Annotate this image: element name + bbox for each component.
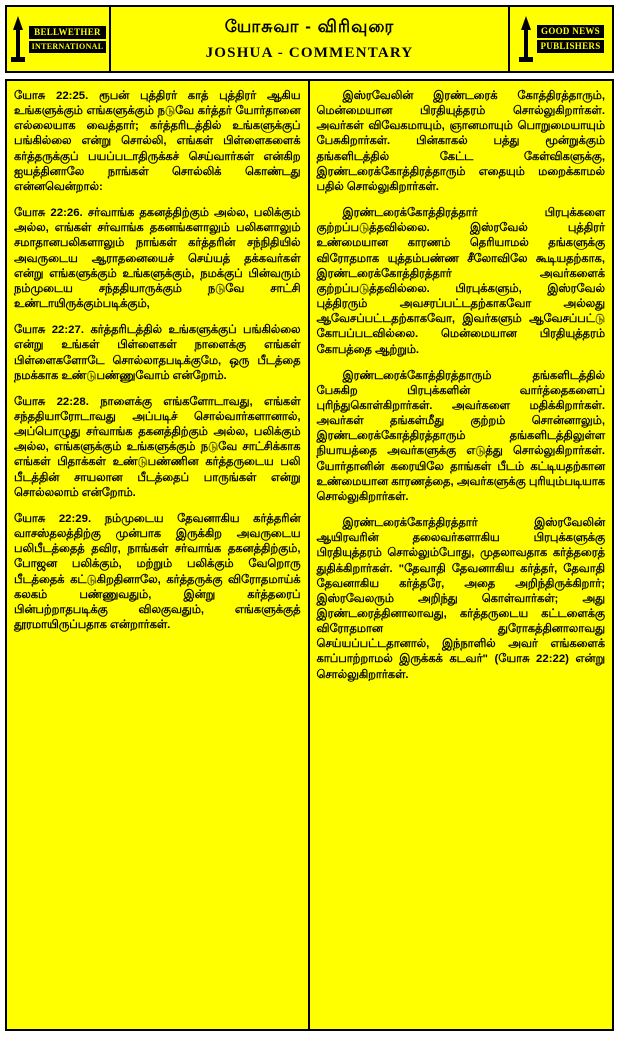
header-titles <box>111 7 508 71</box>
right-logo-line2: PUBLISHERS <box>537 40 603 53</box>
scripture-paragraph: யோசு 22:26. சர்வாங்க தகனத்திற்கும் அல்ல, பலிக்கும் அல்ல, எங்கள் சர்வாங்க தகனங்களாலும் பலிகளாலும் சமாதானபலிகளாலும் நாங்கள் கர்த்தரின் சந்நிதியில் அவருடைய ஆராதனையைச் செய்யத் தக்கவர்கள் என்று எங்களுக்கும் உங்களுக்கும், நமக்குப் பின்வரும் நம்முடைய சந்ததியாருக்கும் நடுவே சாட்சி உண்டாயிருக்கும்படிக்கும், <box>14 207 301 311</box>
left-column <box>7 81 310 1029</box>
right-logo-line1: GOOD NEWS <box>537 25 603 38</box>
publisher-logo-left <box>7 7 111 71</box>
content-body <box>5 79 614 1031</box>
torch-icon <box>518 16 534 62</box>
page-title-english: JOSHUA - COMMENTARY <box>205 44 414 61</box>
left-logo-line1: BELLWETHER <box>29 26 107 39</box>
publisher-logo-right <box>508 7 612 71</box>
page-header <box>5 5 614 73</box>
scripture-paragraph: யோசு 22:28. நாளைக்கு எங்களோடாவது, எங்கள் சந்ததியாரோடாவது அப்படிச் சொல்வார்களானால், அப்பொழுது சர்வாங்க தகனத்திற்கும் அல்ல, பலிக்கும் அல்ல, எங்களுக்கும் உங்களுக்கும் நடுவே சாட்சிக்காக எங்கள் பிதாக்கள் உண்டுபண்ணின கர்த்தருடைய பலி பீடத்தின் சாயலான பீடத்தைப் பாருங்கள் என்று சொல்லலாம் என்றோம். <box>14 395 301 499</box>
scripture-paragraph: யோசு 22:27. கர்த்தரிடத்தில் உங்களுக்குப் பங்கில்லை என்று உங்கள் பிள்ளைகள் நாளைக்கு எங்கள் பிள்ளைகளோடே சொல்லாதபடிக்குமே, ஒரு பீடத்தை நமக்காக உண்டுபண்ணுவோம் என்றோம். <box>14 324 301 382</box>
commentary-paragraph: இரண்டரைக்கோத்திரத்தாரும் தங்களிடத்தில் பேசுகிற பிரபுக்களின் வார்த்தைகளைப் புரிந்துகொள்கிறார்கள். அவர்களை மதிக்கிறார்கள். அவர்கள் தங்கள்மீது குற்றம் சொன்னாலும், இரண்டரைக்கோத்திரத்தாரும் தங்களிடத்திலுள்ள நியாயத்தை அவர்களுக்கு எடுத்து சொல்லுகிறார்கள். யோர்தானின் கரையிலே தாங்கள் பீடம் கட்டியதற்கான உண்மையான காரணத்தை, அவர்களுக்கு புரியும்படியாக சொல்லுகிறார்கள். <box>316 369 605 503</box>
page-title-tamil: யோசுவா - விரிவுரை <box>224 16 395 36</box>
left-logo-line2: INTERNATIONAL <box>29 41 107 53</box>
scripture-paragraph: யோசு 22:25. ரூபன் புத்திரர் காத் புத்திரர் ஆகிய உங்களுக்கும் எங்களுக்கும் நடுவே கர்த்தர் யோர்தானை எல்லையாக வைத்தார்; கர்த்தரிடத்தில் உங்களுக்குப் பங்கில்லை என்று சொல்லி, எங்கள் பிள்ளைகளைக் கர்த்தருக்குப் பயப்படாதிருக்கச் செய்வார்கள் என்கிற ஐயத்தினாலே நாங்கள் சொல்லிக் கொண்டது என்னவென்றால்: <box>14 90 301 193</box>
commentary-paragraph: இரண்டரைக்கோத்திரத்தார் இஸ்ரவேலின் ஆயிரவரின் தலைவர்களாகிய பிரபுக்களுக்கு பிரதியுத்தரம் சொல்லும்போது, முதலாவதாக கர்த்தரைத் துதிக்கிறார்கள். "தேவாதி தேவனாகிய கர்த்தர், தேவாதி தேவனாகிய கர்த்தரே, அதை அறிந்திருக்கிறார்; இஸ்ரவேலரும் அறிந்து கொள்வார்கள்; அது இரண்டரைத்தினாலாவது, கர்த்தருடைய கட்டளைக்கு விரோதமான துரோகத்தினாலாவது செய்யப்பட்டதானால், இந்நாளில் அவர் எங்களைக் காப்பாற்றாமல் இருக்கக் கடவர்" (யோசு 22:22) என்று சொல்லுகிறார்கள். <box>316 517 605 681</box>
right-column <box>310 81 613 1029</box>
torch-icon <box>10 16 26 62</box>
commentary-paragraph: இரண்டரைக்கோத்திரத்தார் பிரபுக்களை குற்றப்படுத்தவில்லை. இஸ்ரவேல் புத்திரர் உண்மையான காரணம் தெரியாமல் தங்களுக்கு விரோதமாக யுத்தம்பண்ண சீலோவிலே கூடியதற்காக, இரண்டரைக்கோத்திரத்தார் அவர்களைக் குற்றப்படுத்தவில்லை. பிரபுக்களும், இஸ்ரவேல் புத்திரரும் அவசரப்பட்டதற்காகவோ அல்லது ஆவேசப்பட்டதற்காகவோ, இவர்களும் ஆவேசப்பட்டு கோபப்படவில்லை. மென்மையான பிரதியுத்தரம் கோபத்தை ஆற்றும். <box>316 207 605 356</box>
commentary-paragraph: இஸ்ரவேலின் இரண்டரைக் கோத்திரத்தாரும், மென்மையான பிரதியுத்தரம் சொல்லுகிறார்கள். அவர்கள் விவேகமாயும், ஞானமாயும் பொறுமையாயும் பேசுகிறார்கள். பின்காகல் பத்து மூன்றுக்கும் தங்களிடத்தில் கேட்ட கேள்விகளுக்கு, இரண்டரைக்கோத்திரத்தாரும் எதையும் மறைக்காமல் பதில் சொல்லுகிறார்கள். <box>316 90 605 193</box>
scripture-paragraph: யோசு 22:29. நம்முடைய தேவனாகிய கர்த்தரின் வாசஸ்தலத்திற்கு முன்பாக இருக்கிற அவருடைய பலிபீடத்தைத் தவிர, நாங்கள் சர்வாங்க தகனத்திற்கும், போஜன பலிக்கும், மற்றும் பலிக்கும் வேறொரு பீடத்தைக் கட்டுகிறதினாலே, கர்த்தருக்கு விரோதமாய்க் கலகம் பண்ணுவதும், இன்று கர்த்தரைப் பின்பற்றாதபடிக்கு விலகுவதும், எங்களுக்குத் தூரமாயிருப்பதாக என்றார்கள். <box>14 512 301 631</box>
